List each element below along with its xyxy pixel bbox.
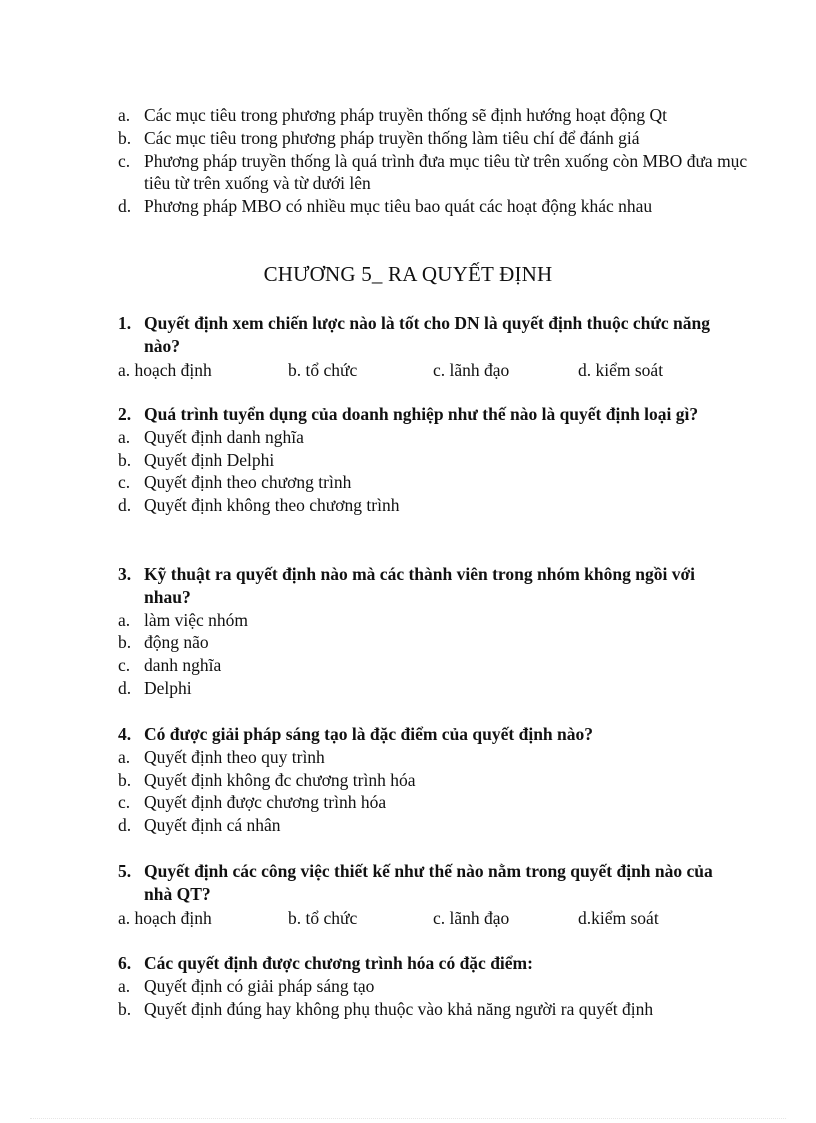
intro-option <box>118 150 758 196</box>
option-text: làm việc nhóm <box>144 609 249 630</box>
question-text: Các quyết định được chương trình hóa có đặc điểm: <box>144 953 533 973</box>
intro-option <box>118 127 758 150</box>
option-text: Quyết định có giải pháp sáng tạo <box>144 975 375 996</box>
option-letter: b. <box>118 449 132 470</box>
question-4 <box>118 723 728 837</box>
option-letter: a. <box>118 426 131 447</box>
inline-option: c. lãnh đạo <box>433 359 510 380</box>
question-number: 2. <box>118 404 132 424</box>
intro-option-list <box>118 104 758 218</box>
inline-option: b. tổ chức <box>288 359 358 380</box>
option-item <box>118 449 728 472</box>
option-text: Phương pháp truyền thống là quá trình đưa mục tiêu từ trên xuống còn MBO đưa mục tiêu từ trên xuống và từ dưới lên <box>144 150 748 194</box>
question-number: 5. <box>118 861 132 881</box>
option-item <box>118 791 728 814</box>
option-item <box>118 975 758 998</box>
question-5 <box>118 860 728 929</box>
option-letter: a. <box>118 746 131 767</box>
option-list <box>118 746 728 837</box>
option-text: danh nghĩa <box>144 655 222 676</box>
inline-option: d.kiểm soát <box>578 907 659 928</box>
option-item <box>118 631 728 654</box>
option-letter: a. <box>118 609 131 630</box>
inline-option: d. kiểm soát <box>578 359 664 380</box>
inline-option: c. lãnh đạo <box>433 907 510 928</box>
question-number: 4. <box>118 724 132 744</box>
question-3 <box>118 563 728 700</box>
question-1 <box>118 312 728 381</box>
option-text: Phương pháp MBO có nhiều mục tiêu bao quát các hoạt động khác nhau <box>144 196 653 217</box>
question-title <box>118 312 728 358</box>
question-title <box>118 563 728 609</box>
option-item <box>118 494 728 517</box>
option-list <box>118 609 728 700</box>
option-list <box>118 426 728 517</box>
option-item <box>118 769 728 792</box>
option-item <box>118 609 728 632</box>
question-number: 6. <box>118 953 132 973</box>
chapter-title: CHƯƠNG 5_ RA QUYẾT ĐỊNH <box>263 262 553 286</box>
page-bottom-divider <box>30 1118 786 1119</box>
option-letter: c. <box>118 150 131 171</box>
option-letter: a. <box>118 105 131 125</box>
option-text: Quyết định đúng hay không phụ thuộc vào khả năng người ra quyết định <box>144 998 654 1019</box>
option-text: Quyết định theo quy trình <box>144 746 325 767</box>
option-letter: b. <box>118 127 132 148</box>
question-text: Có được giải pháp sáng tạo là đặc điểm của quyết định nào? <box>144 724 594 744</box>
option-text: động não <box>144 632 209 653</box>
question-title <box>118 860 728 906</box>
option-letter: b. <box>118 998 132 1019</box>
option-letter: b. <box>118 769 132 790</box>
option-item <box>118 746 728 769</box>
question-6 <box>118 952 758 1020</box>
option-text: Quyết định được chương trình hóa <box>144 792 387 813</box>
inline-option-row <box>118 359 728 382</box>
question-text: Quyết định xem chiến lược nào là tốt cho DN là quyết định thuộc chức năng nào? <box>144 313 710 356</box>
inline-option: a. hoạch định <box>118 359 212 380</box>
option-list <box>118 975 758 1021</box>
question-2 <box>118 403 728 517</box>
inline-option-row <box>118 907 728 930</box>
question-number: 1. <box>118 313 132 333</box>
option-text: Quyết định danh nghĩa <box>144 426 304 447</box>
question-text: Kỹ thuật ra quyết định nào mà các thành viên trong nhóm không ngồi với nhau? <box>144 564 696 607</box>
option-letter: b. <box>118 632 132 653</box>
option-text: Quyết định Delphi <box>144 449 275 470</box>
option-letter: d. <box>118 677 132 698</box>
option-item <box>118 677 728 700</box>
question-text: Quá trình tuyển dụng của doanh nghiệp như thế nào là quyết định loại gì? <box>144 404 699 424</box>
option-letter: d. <box>118 495 132 516</box>
question-title <box>118 403 728 426</box>
option-text: Delphi <box>144 677 192 698</box>
intro-option <box>118 195 758 218</box>
inline-option: b. tổ chức <box>288 907 358 928</box>
inline-option: a. hoạch định <box>118 907 212 928</box>
option-item <box>118 654 728 677</box>
option-text: Quyết định không theo chương trình <box>144 495 400 516</box>
option-text: Các mục tiêu trong phương pháp truyền thống làm tiêu chí để đánh giá <box>144 127 640 148</box>
option-letter: c. <box>118 792 131 813</box>
question-number: 3. <box>118 564 132 584</box>
question-title <box>118 723 728 746</box>
option-text: Quyết định theo chương trình <box>144 472 352 493</box>
option-text: Các mục tiêu trong phương pháp truyền thống sẽ định hướng hoạt động Qt <box>144 105 668 125</box>
option-letter: d. <box>118 196 132 217</box>
option-letter: a. <box>118 975 131 996</box>
question-text: Quyết định các công việc thiết kế như thế nào nằm trong quyết định nào của nhà QT? <box>144 861 713 904</box>
question-title <box>118 952 758 975</box>
option-item <box>118 998 758 1021</box>
option-text: Quyết định không đc chương trình hóa <box>144 769 416 790</box>
option-letter: d. <box>118 815 132 836</box>
intro-option <box>118 104 758 127</box>
option-letter: c. <box>118 655 131 676</box>
option-item <box>118 471 728 494</box>
option-text: Quyết định cá nhân <box>144 815 281 836</box>
option-item <box>118 814 728 837</box>
option-letter: c. <box>118 472 131 493</box>
option-item <box>118 426 728 449</box>
